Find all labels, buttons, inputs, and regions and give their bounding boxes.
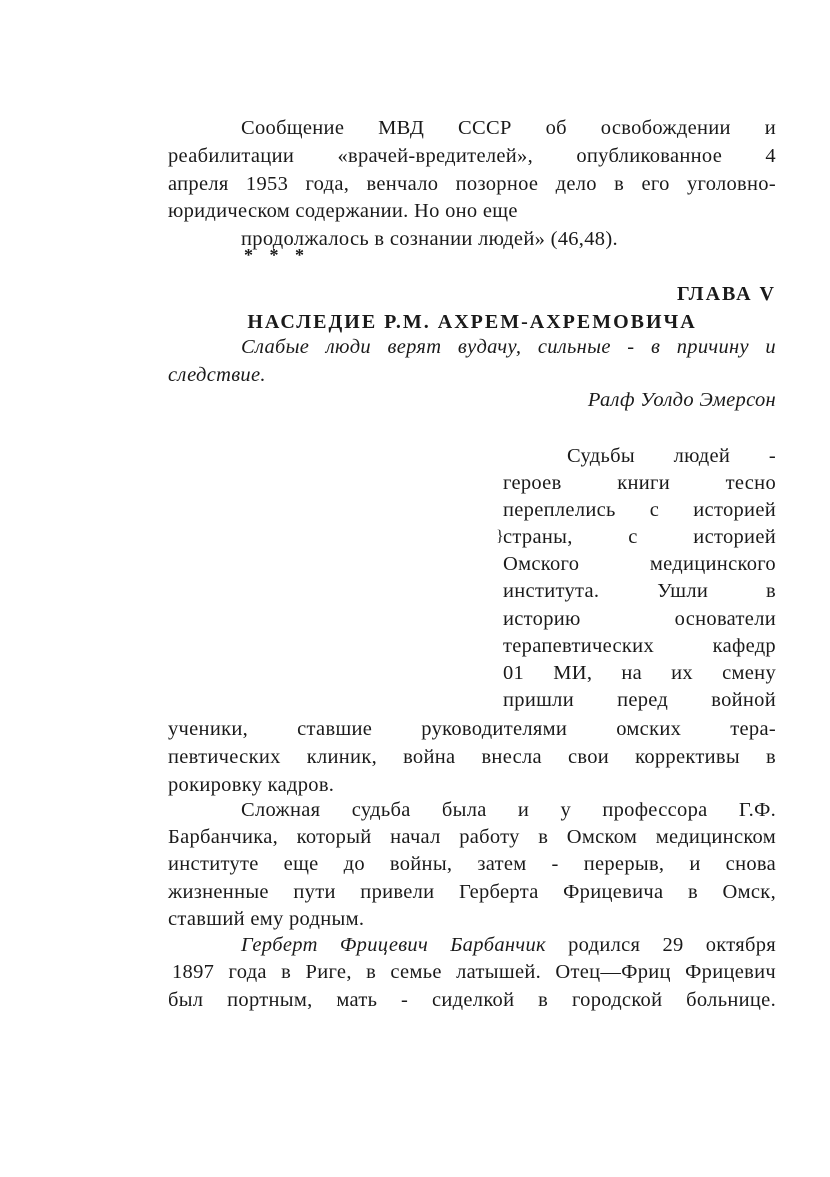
paragraph-4-line-3: был портным, мать - сиделкой в городской больнице.: [168, 989, 776, 1011]
paragraph-3-line-3: институте еще до войны, затем - перерыв, и снова: [168, 853, 776, 875]
column-line-7: историю основатели: [503, 608, 776, 630]
paragraph-4-line-1-rest: родился 29 октября: [545, 934, 776, 956]
chapter-title: НАСЛЕДИЕ Р.М. АХРЕМ-АХРЕМОВИЧА: [247, 311, 697, 333]
column-line-8: терапевтических кафедр: [503, 635, 776, 657]
column-line-3: переплелись с историей: [503, 499, 776, 521]
paragraph-1-line-1: Сообщение МВД СССР об освобождении и: [241, 117, 776, 139]
section-separator: * * *: [244, 245, 310, 265]
epigraph-author: Ралф Уолдо Эмерсон: [587, 389, 776, 411]
column-line-1: Судьбы людей -: [567, 445, 776, 467]
paragraph-2-line-3: рокировку кадров.: [168, 774, 335, 796]
column-line-4: страны, с историей: [503, 526, 776, 548]
paragraph-1-line-5: продолжалось в сознании людей» (46,48).: [241, 228, 618, 250]
paragraph-3-line-5: ставший ему родным.: [168, 908, 365, 930]
paragraph-2-line-1: ученики, ставшие руководителями омских тера-: [168, 718, 776, 740]
column-line-2: героев книги тесно: [503, 472, 776, 494]
column-line-5: Омского медицинского: [503, 553, 776, 575]
paragraph-3-line-2: Барбанчика, который начал работу в Омском медицинском: [168, 826, 776, 848]
margin-bracket: }: [496, 528, 504, 545]
column-line-6: института. Ушли в: [503, 580, 776, 602]
paragraph-4-line-1: [241, 932, 776, 959]
epigraph-line-1: Слабые люди верят вудачу, сильные - в причину и: [241, 336, 776, 358]
paragraph-1-line-4: юридическом содержании. Но оно еще: [168, 200, 518, 222]
paragraph-3-line-1: Сложная судьба была и у профессора Г.Ф.: [241, 799, 776, 821]
paragraph-1-line-3: апреля 1953 года, венчало позорное дело в его уголовно-: [168, 173, 776, 195]
paragraph-4-line-2: 1897 года в Риге, в семье латышей. Отец—Фриц Фрицевич: [172, 961, 776, 983]
column-line-9: 01 МИ, на их смену: [503, 662, 776, 684]
chapter-number: ГЛАВА V: [676, 283, 776, 305]
paragraph-3-line-4: жизненные пути привели Герберта Фрицевича в Омск,: [168, 881, 776, 903]
epigraph-line-2: следствие.: [168, 364, 266, 386]
person-name: Герберт Фрицевич Барбанчик: [241, 934, 546, 956]
column-line-10: пришли перед войной: [503, 689, 776, 711]
paragraph-1-line-2: реабилитации «врачей-вредителей», опубликованное 4: [168, 145, 776, 167]
paragraph-2-line-2: певтических клиник, война внесла свои коррективы в: [168, 746, 776, 768]
